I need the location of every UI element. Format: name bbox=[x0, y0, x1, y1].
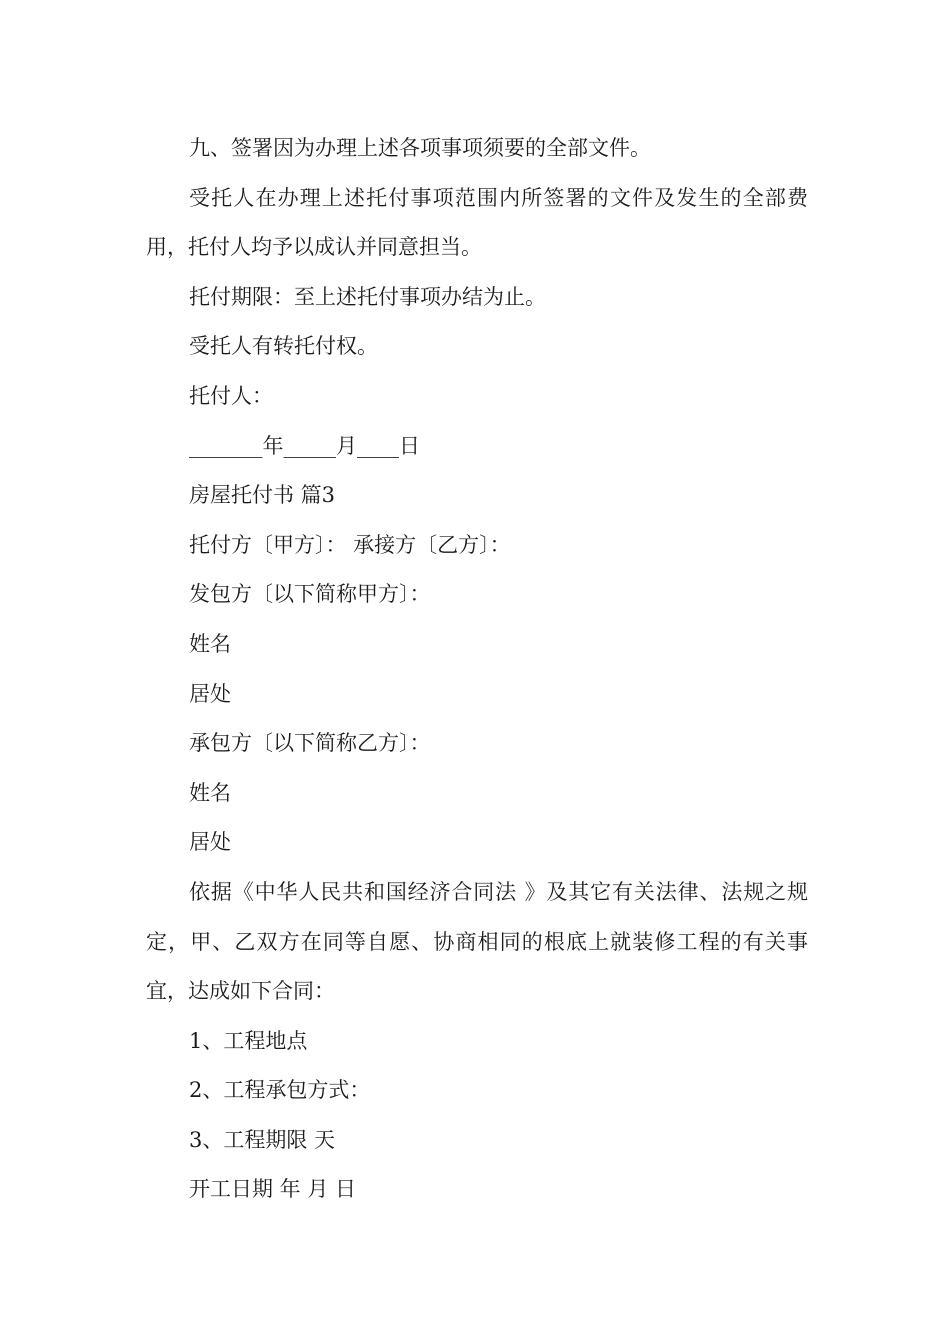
paragraph-parties: 托付方〔甲方〕： 承接方〔乙方〕： bbox=[189, 532, 511, 557]
paragraph-party-a-label: 发包方〔以下简称甲方〕： bbox=[189, 582, 431, 607]
paragraph-clause-2: 2、工程承包方式： bbox=[189, 1078, 371, 1103]
document-body bbox=[146, 124, 808, 1215]
paragraph-clause-1: 1、工程地点 bbox=[189, 1028, 308, 1053]
paragraph-trustee-expenses: 受托人在办理上述托付事项范围内所签署的文件及发生的全部费用，托付人均予以成认并同意担当。 bbox=[146, 185, 808, 260]
paragraph-party-b-label: 承包方〔以下简称乙方〕： bbox=[189, 731, 431, 756]
paragraph-sub-delegation: 受托人有转托付权。 bbox=[189, 334, 378, 359]
paragraph-party-b-address: 居处 bbox=[189, 830, 231, 855]
paragraph-party-a-name: 姓名 bbox=[189, 631, 231, 656]
section-heading: 房屋托付书 篇3 bbox=[189, 483, 336, 508]
paragraph-principal-label: 托付人： bbox=[189, 383, 273, 408]
paragraph-clause-3: 3、工程期限 天 bbox=[189, 1127, 336, 1152]
paragraph-party-b-name: 姓名 bbox=[189, 780, 231, 805]
paragraph-party-a-address: 居处 bbox=[189, 681, 231, 706]
paragraph-start-date: 开工日期 年 月 日 bbox=[189, 1177, 357, 1202]
paragraph-legal-basis: 依据《中华人民共和国经济合同法 》及其它有关法律、法规之规定，甲、乙双方在同等自愿、协商相同的根底上就装修工程的有关事宜，达成如下合同： bbox=[146, 879, 808, 1004]
paragraph-term: 托付期限：至上述托付事项办结为止。 bbox=[189, 284, 546, 309]
paragraph-item-9: 九、签署因为办理上述各项事项须要的全部文件。 bbox=[189, 136, 651, 160]
paragraph-date-blank: _______年_____月____日 bbox=[189, 433, 420, 458]
